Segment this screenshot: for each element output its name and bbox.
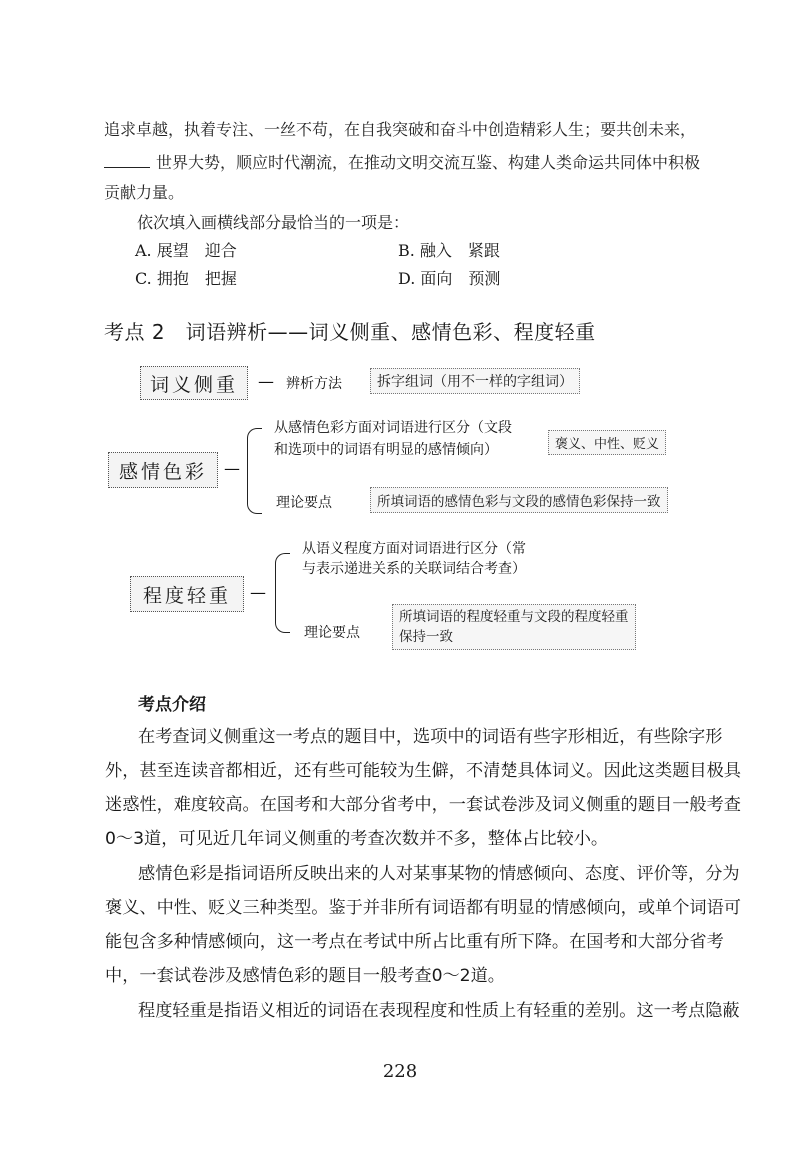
paragraph-line: 程度轻重是指语义相近的词语在表现程度和性质上有轻重的差别。这一考点隐蔽 xyxy=(138,1001,740,1021)
word-meaning-box: 词义侧重 xyxy=(140,366,248,400)
paragraph-line: 感情色彩是指词语所反映出来的人对某事某物的情感倾向、态度、评价等，分为 xyxy=(138,864,740,884)
section-heading: 考点 2 词语辨析——词义侧重、感情色彩、程度轻重 xyxy=(104,320,596,344)
text-line-body: 世界大势，顺应时代潮流，在推动文明交流互鉴、构建人类命运共同体中积极 xyxy=(156,153,701,172)
paragraph-line: 褒义、中性、贬义三种类型。鉴于并非所有词语都有明显的情感倾向，或单个词语可 xyxy=(105,898,741,918)
emotion-branch1-line2: 和选项中的词语有明显的感情倾向） xyxy=(274,442,498,458)
connector-dash: — xyxy=(258,372,274,391)
degree-box: 程度轻重 xyxy=(130,576,244,612)
emotion-note: 褒义、中性、贬义 xyxy=(548,430,666,455)
emotion-theory-label: 理论要点 xyxy=(276,495,332,511)
paragraph-line: 0～3道，可见近几年词义侧重的考查次数并不多，整体占比较小。 xyxy=(105,829,609,849)
connector-dash: — xyxy=(224,459,240,478)
degree-theory-text xyxy=(392,604,636,650)
paragraph-line: 中，一套试卷涉及感情色彩的题目一般考查0～2道。 xyxy=(105,966,505,986)
option-d: D. 面向 预测 xyxy=(398,269,501,288)
intro-title: 考点介绍 xyxy=(138,695,206,715)
emotion-box: 感情色彩 xyxy=(108,452,218,488)
option-a: A. 展望 迎合 xyxy=(135,241,237,260)
option-c: C. 拥抱 把握 xyxy=(135,269,237,288)
method-label: 辨析方法 xyxy=(286,376,342,392)
degree-branch1-line1: 从语义程度方面对词语进行区分（常 xyxy=(302,541,526,557)
paragraph-line: 迷惑性，难度较高。在国考和大部分省考中，一套试卷涉及词义侧重的题目一般考查 xyxy=(105,795,741,815)
degree-theory-line1: 所填词语的程度轻重与文段的程度轻重 xyxy=(399,609,629,625)
branch-brace xyxy=(275,553,290,633)
degree-theory-label: 理论要点 xyxy=(304,625,360,641)
paragraph-line: 在考查词义侧重这一考点的题目中，选项中的词语有些字形相近，有些除字形 xyxy=(138,727,723,747)
method-text: 拆字组词（用不一样的字组词） xyxy=(370,368,580,394)
page-number: 228 xyxy=(382,1061,418,1082)
text-line: 贡献力量。 xyxy=(104,183,185,202)
text-line xyxy=(104,150,700,173)
paragraph-line: 能包含多种情感倾向，这一考点在考试中所占比重有所下降。在国考和大部分省考 xyxy=(105,932,724,952)
fill-blank xyxy=(104,153,150,168)
question-prompt: 依次填入画横线部分最恰当的一项是： xyxy=(137,213,410,232)
emotion-theory-text: 所填词语的感情色彩与文段的感情色彩保持一致 xyxy=(370,487,668,513)
degree-theory-line2: 保持一致 xyxy=(399,629,453,645)
text-line: 追求卓越，执着专注、一丝不苟，在自我突破和奋斗中创造精彩人生；要共创未来， xyxy=(104,120,697,139)
branch-brace xyxy=(247,428,262,514)
option-b: B. 融入 紧跟 xyxy=(398,241,500,260)
connector-dash: — xyxy=(250,583,266,602)
paragraph-line: 外，甚至连读音都相近，还有些可能较为生僻，不清楚具体词义。因此这类题目极具 xyxy=(105,761,741,781)
emotion-branch1-line1: 从感情色彩方面对词语进行区分（文段 xyxy=(274,420,512,436)
degree-branch1-line2: 与表示递进关系的关联词结合考查） xyxy=(302,561,526,577)
